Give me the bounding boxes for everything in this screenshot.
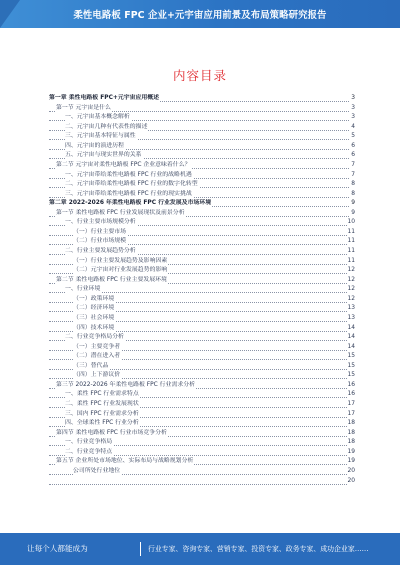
toc-entry-label: （三）社会环境	[73, 314, 115, 324]
toc-entry[interactable]	[49, 352, 355, 362]
toc-entry-label: 一、元宇宙带给柔性电路板 FPC 行业的战略机遇	[65, 171, 193, 181]
toc-entry-page: 6	[350, 142, 355, 152]
footer-slogan: 让每个人都能成为	[27, 544, 88, 553]
toc-entry[interactable]	[49, 218, 355, 228]
footer-bar	[0, 533, 400, 565]
toc-entry[interactable]	[49, 333, 355, 343]
toc-entry[interactable]	[49, 410, 355, 420]
toc-entry-page: 14	[347, 324, 356, 334]
toc-entry-label: （二）行业市场规模	[73, 237, 127, 247]
toc-entry[interactable]	[49, 381, 355, 391]
toc-entry-label: 第二节 元宇宙对柔性电路板 FPC 企业意味着什么？	[56, 161, 191, 171]
toc-entry-page: 3	[350, 113, 355, 123]
toc-entry-label: 第一节 柔性电路板 FPC 行业发展现状及前景分析	[56, 209, 186, 219]
toc-entry-label: 二、行业竞争特点	[65, 448, 113, 458]
toc-entry[interactable]	[49, 190, 355, 200]
report-title: 柔性电路板 FPC 企业+元宇宙应用前景及布局策略研究报告	[73, 10, 327, 21]
toc-entry-label: 二、元宇宙几种有代表性的描述	[65, 123, 148, 133]
toc-entry-page: 11	[347, 228, 356, 238]
toc-entry-page: 18	[347, 429, 356, 439]
toc-entry-page: 9	[350, 199, 355, 209]
toc-entry[interactable]	[49, 400, 355, 410]
toc-entry-page: 12	[347, 276, 356, 286]
toc-entry-label: 第一节 元宇宙是什么	[56, 104, 112, 114]
toc-entry-page: 15	[347, 371, 356, 381]
toc-entry[interactable]	[49, 266, 355, 276]
toc-entry-page: 10	[347, 218, 356, 228]
toc-entry-page: 16	[347, 390, 356, 400]
toc-entry-label: 公司所处行业地位	[73, 467, 121, 477]
toc-entry-page: 9	[350, 209, 355, 219]
toc-entry-label: （三）替代品	[73, 362, 109, 372]
toc-entry-label: （一）政策环境	[73, 295, 115, 305]
toc-entry-label: 三、元宇宙基本特征与属性	[65, 132, 137, 142]
toc-entry[interactable]	[49, 390, 355, 400]
toc-entry-page: 20	[347, 477, 356, 487]
toc-entry-page: 14	[347, 333, 356, 343]
toc-entry-page: 8	[350, 190, 355, 200]
toc-entry[interactable]	[49, 209, 355, 219]
toc-entry[interactable]	[49, 180, 355, 190]
toc-entry-label: 五、元宇宙与现实世界的关系	[65, 151, 143, 161]
toc-entry-label: （四）上下游议价	[73, 371, 121, 381]
toc-entry-label: 四、元宇宙的演进历程	[65, 142, 125, 152]
footer-roles: 行业专家、咨询专家、营销专家、投资专家、政务专家、成功企业家……	[148, 545, 369, 553]
toc-entry-page: 12	[347, 285, 356, 295]
toc-entry-label: 一、行业环境	[65, 285, 101, 295]
toc-entry-label: （二）元宇宙对行业发展趋势的影响	[73, 266, 168, 276]
toc-entry-page: 13	[347, 314, 356, 324]
toc-entry[interactable]	[49, 324, 355, 334]
toc-entry-label: 第二章 2022-2026 年柔性电路板 FPC 行业发展及市场环境	[49, 199, 212, 209]
toc-entry[interactable]	[49, 285, 355, 295]
toc-entry-label: （一）行业主要发展趋势及影响因素	[73, 257, 168, 267]
toc-entry[interactable]	[49, 362, 355, 372]
toc-entry-page: 19	[347, 457, 356, 467]
toc-entry[interactable]	[49, 132, 355, 142]
toc-entry[interactable]	[49, 151, 355, 161]
toc-entry-label: 第二节 柔性电路板 FPC 行业主要发展环境	[56, 276, 168, 286]
toc-entry-label: 二、元宇宙带给柔性电路板 FPC 行业的数字化转型	[65, 180, 199, 190]
toc-entry-label: 三、国内 FPC 行业需求分析	[65, 410, 140, 420]
toc-entry[interactable]	[49, 448, 355, 458]
toc-entry[interactable]	[49, 237, 355, 247]
toc-entry-page: 3	[350, 104, 355, 114]
toc-entry[interactable]	[49, 477, 355, 487]
toc-entry-page: 16	[347, 381, 356, 391]
toc-entry[interactable]	[49, 199, 355, 209]
toc-entry-page: 17	[347, 400, 356, 410]
toc-entry-page: 8	[350, 180, 355, 190]
toc-entry-label: （二）经济环境	[73, 304, 115, 314]
toc-entry-page: 18	[347, 419, 356, 429]
toc-entry-label: （一）行业主要市场	[73, 228, 127, 238]
toc-entry[interactable]	[49, 123, 355, 133]
toc-entry[interactable]	[49, 419, 355, 429]
toc-entry-page: 6	[350, 151, 355, 161]
toc-entry-label: 一、行业主要市场规模分析	[65, 218, 137, 228]
toc-entry-page: 7	[350, 161, 355, 171]
toc-entry-page: 14	[347, 343, 356, 353]
toc-entry-page: 11	[347, 247, 356, 257]
toc-entry[interactable]	[49, 113, 355, 123]
report-header-bar	[0, 0, 400, 28]
toc-entry-label: 第五节 企业所处市场地位、实际布局与战略规划分析	[56, 457, 194, 467]
toc-entry-page: 15	[347, 362, 356, 372]
toc-entry-label: （二）潜在进入者	[73, 352, 121, 362]
toc-entry-page: 4	[350, 123, 355, 133]
toc-heading: 内容目录	[172, 68, 227, 83]
toc-entry[interactable]	[49, 104, 355, 114]
toc-entry-label: 一、柔性 FPC 行业需求特点	[65, 390, 140, 400]
toc-leader-dots	[49, 484, 355, 485]
toc-entry[interactable]	[49, 429, 355, 439]
toc-entry-page: 15	[347, 352, 356, 362]
toc-entry-page: 7	[350, 171, 355, 181]
toc-entry-page: 3	[350, 94, 355, 104]
toc-entry-label: 四、全球柔性 FPC 行业分析	[65, 419, 140, 429]
toc-entry-label: （一）主要竞争者	[73, 343, 121, 353]
toc-entry[interactable]	[49, 94, 355, 104]
toc-entry-label: 一、行业竞争格局	[65, 438, 113, 448]
toc-entry[interactable]	[49, 161, 355, 171]
toc-entry-label: 二、行业主要发展趋势分析	[65, 247, 137, 257]
toc-entry-page: 12	[347, 266, 356, 276]
toc-entry-label: 二、柔性 FPC 行业发展现状	[65, 400, 140, 410]
toc-entry-label: （四）技术环境	[73, 324, 115, 334]
toc-entry-label: 第四节 柔性电路板 FPC 行业市场竞争分析	[56, 429, 168, 439]
toc-entry[interactable]	[49, 276, 355, 286]
toc-entry[interactable]	[49, 371, 355, 381]
toc-entry-page: 18	[347, 438, 356, 448]
toc-entry-page: 11	[347, 257, 356, 267]
toc-entry-page: 13	[347, 304, 356, 314]
toc-entry[interactable]	[49, 438, 355, 448]
toc-entry[interactable]	[49, 314, 355, 324]
toc-entry-page: 20	[347, 467, 356, 477]
toc-entry-page: 5	[350, 132, 355, 142]
toc-entry-page: 19	[347, 448, 356, 458]
toc-entry-label: 二、行业竞争格局分析	[65, 333, 125, 343]
toc-entry[interactable]	[49, 257, 355, 267]
toc-entry[interactable]	[49, 457, 355, 467]
toc-entry[interactable]	[49, 228, 355, 238]
footer-divider	[140, 542, 141, 556]
toc-entry-label: 三、元宇宙带给柔性电路板 FPC 行业的现实挑战	[65, 190, 193, 200]
toc-entry-label: 第三节 2022-2026 年柔性电路板 FPC 行业需求分析	[56, 381, 196, 391]
toc-entry-page: 11	[347, 237, 356, 247]
toc-entry[interactable]	[49, 247, 355, 257]
toc-entry[interactable]	[49, 295, 355, 305]
toc-entry-label: 一、元宇宙基本概念解析	[65, 113, 131, 123]
toc-entry[interactable]	[49, 467, 355, 477]
table-of-contents	[49, 94, 355, 486]
toc-entry-label: 第一章 柔性电路板 FPC+元宇宙应用概述	[49, 94, 160, 104]
toc-entry-page: 17	[347, 410, 356, 420]
toc-entry[interactable]	[49, 171, 355, 181]
toc-entry[interactable]	[49, 142, 355, 152]
toc-entry-page: 12	[347, 295, 356, 305]
toc-entry[interactable]	[49, 304, 355, 314]
toc-entry[interactable]	[49, 343, 355, 353]
